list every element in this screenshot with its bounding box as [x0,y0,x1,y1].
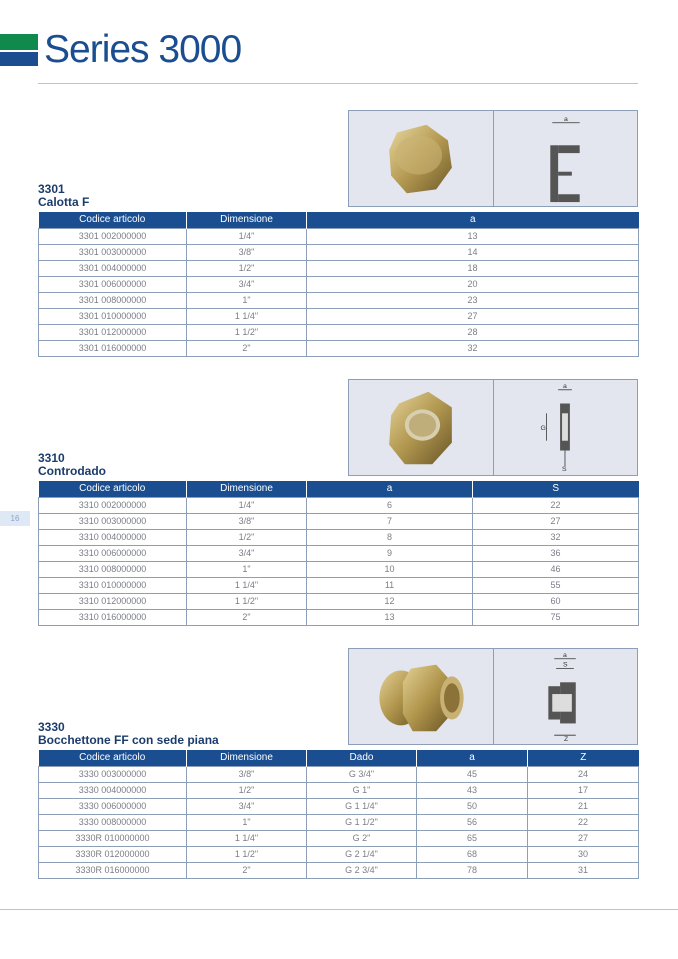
table-header-row [39,481,639,497]
table-cell: 3/8" [187,244,307,260]
table-row [39,561,639,577]
table-cell: 22 [473,497,639,513]
table-cell: 31 [528,862,639,878]
table-cell: 1/2" [187,260,307,276]
drawing-label-a: a [564,115,568,123]
table-row [39,846,639,862]
table-cell: 1/2" [187,782,307,798]
table-cell: G 2" [307,830,417,846]
technical-drawing [492,649,637,744]
table-cell: 2" [187,862,307,878]
table-cell: 60 [473,593,639,609]
table-cell: 45 [417,766,528,782]
column-header: Dimensione [187,212,307,228]
table-row [39,292,639,308]
table-cell: 3/4" [187,798,307,814]
table-cell: 1/2" [187,529,307,545]
table-cell: 3330 004000000 [39,782,187,798]
table-cell: 3310 006000000 [39,545,187,561]
table-header-row [39,750,639,766]
column-header: Dimensione [187,750,307,766]
drawing-label-a: a [563,382,567,390]
table-cell: 46 [473,561,639,577]
product-photo [349,111,494,206]
table-cell: 56 [417,814,528,830]
table-cell: 21 [528,798,639,814]
table-cell: 9 [307,545,473,561]
page-title: Series 3000 [44,28,242,71]
table-cell: 22 [528,814,639,830]
table-cell: 2" [187,340,307,356]
table-cell: 3310 016000000 [39,609,187,625]
product-table [38,750,639,879]
product-image-box [348,648,638,745]
table-row [39,497,639,513]
table-cell: 27 [528,830,639,846]
table-cell: 23 [307,292,639,308]
table-row [39,308,639,324]
table-cell: 3301 006000000 [39,276,187,292]
table-cell: 27 [473,513,639,529]
table-row [39,577,639,593]
table-cell: 1/4" [187,228,307,244]
table-row [39,862,639,878]
table-cell: 1 1/4" [187,830,307,846]
table-cell: 1" [187,814,307,830]
table-cell: 13 [307,609,473,625]
table-row [39,782,639,798]
table-cell: 1 1/2" [187,593,307,609]
table-row [39,529,639,545]
table-cell: G 1 1/4" [307,798,417,814]
table-cell: 20 [307,276,639,292]
product-image-box [348,110,638,207]
column-header: Dimensione [187,481,307,497]
product-photo [349,649,494,744]
table-cell: 3310 004000000 [39,529,187,545]
table-row [39,798,639,814]
table-cell: 24 [528,766,639,782]
table-cell: 36 [473,545,639,561]
product-name: Bocchettone FF con sede piana [38,733,219,747]
table-cell: 3310 012000000 [39,593,187,609]
table-cell: 3/8" [187,766,307,782]
table-cell: 3301 010000000 [39,308,187,324]
table-cell: 1" [187,292,307,308]
technical-drawing [492,111,637,206]
logo-green-bar [0,34,38,50]
column-header: a [417,750,528,766]
table-cell: 3330R 012000000 [39,846,187,862]
table-cell: 3/4" [187,545,307,561]
column-header: Dado [307,750,417,766]
bottom-divider [0,909,678,910]
table-cell: G 2 1/4" [307,846,417,862]
product-name: Calotta F [38,195,90,209]
product-image-box [348,379,638,476]
column-header: Codice articolo [39,481,187,497]
table-cell: 28 [307,324,639,340]
product-name: Controdado [38,464,106,478]
table-cell: 3301 016000000 [39,340,187,356]
page-number: 16 [0,511,30,526]
table-cell: 18 [307,260,639,276]
drawing-label-z: Z [564,736,569,744]
table-row [39,593,639,609]
table-row [39,228,639,244]
table-cell: 32 [473,529,639,545]
table-cell: 3301 002000000 [39,228,187,244]
table-cell: 50 [417,798,528,814]
table-cell: 1 1/4" [187,577,307,593]
product-photo [349,380,494,475]
table-cell: 12 [307,593,473,609]
drawing-label-s: S [563,661,568,669]
table-cell: 2" [187,609,307,625]
table-row [39,244,639,260]
table-cell: G 1" [307,782,417,798]
table-row [39,260,639,276]
table-cell: 13 [307,228,639,244]
table-row [39,766,639,782]
column-header: a [307,481,473,497]
table-cell: 3310 010000000 [39,577,187,593]
title-divider [38,83,638,84]
table-row [39,814,639,830]
table-row [39,340,639,356]
table-cell: 17 [528,782,639,798]
table-cell: 14 [307,244,639,260]
table-cell: 1/4" [187,497,307,513]
table-row [39,324,639,340]
table-row [39,609,639,625]
table-header-row [39,212,639,228]
table-cell: 3301 004000000 [39,260,187,276]
column-header: a [307,212,639,228]
table-row [39,545,639,561]
column-header: S [473,481,639,497]
table-cell: 3330 006000000 [39,798,187,814]
table-cell: 65 [417,830,528,846]
table-row [39,830,639,846]
table-cell: 1 1/4" [187,308,307,324]
table-cell: 7 [307,513,473,529]
table-cell: 3/4" [187,276,307,292]
product-code: 3310 [38,451,65,465]
table-cell: 1 1/2" [187,324,307,340]
logo-blue-bar [0,52,38,66]
table-cell: 3310 008000000 [39,561,187,577]
table-cell: 11 [307,577,473,593]
table-cell: 3310 003000000 [39,513,187,529]
drawing-label-a: a [563,651,567,659]
product-code: 3301 [38,182,65,196]
table-cell: 1 1/2" [187,846,307,862]
table-cell: 3330R 010000000 [39,830,187,846]
table-cell: 43 [417,782,528,798]
brand-logo-bars [0,34,38,66]
table-cell: 68 [417,846,528,862]
table-cell: 3330 008000000 [39,814,187,830]
table-cell: 3301 003000000 [39,244,187,260]
column-header: Codice articolo [39,212,187,228]
table-cell: 30 [528,846,639,862]
table-cell: 78 [417,862,528,878]
table-cell: 3310 002000000 [39,497,187,513]
table-cell: 75 [473,609,639,625]
table-row [39,276,639,292]
table-cell: 3301 012000000 [39,324,187,340]
drawing-label-g: G [540,424,546,432]
product-table [38,481,639,626]
table-cell: 1" [187,561,307,577]
table-cell: G 3/4" [307,766,417,782]
table-cell: G 2 3/4" [307,862,417,878]
table-cell: 3330R 016000000 [39,862,187,878]
table-cell: 10 [307,561,473,577]
table-cell: G 1 1/2" [307,814,417,830]
technical-drawing [492,380,637,475]
table-cell: 3330 003000000 [39,766,187,782]
product-table [38,212,639,357]
table-row [39,513,639,529]
product-code: 3330 [38,720,65,734]
table-cell: 32 [307,340,639,356]
drawing-label-s: S [562,466,567,474]
table-cell: 55 [473,577,639,593]
table-cell: 27 [307,308,639,324]
column-header: Z [528,750,639,766]
column-header: Codice articolo [39,750,187,766]
table-cell: 8 [307,529,473,545]
table-cell: 3301 008000000 [39,292,187,308]
table-cell: 3/8" [187,513,307,529]
table-cell: 6 [307,497,473,513]
